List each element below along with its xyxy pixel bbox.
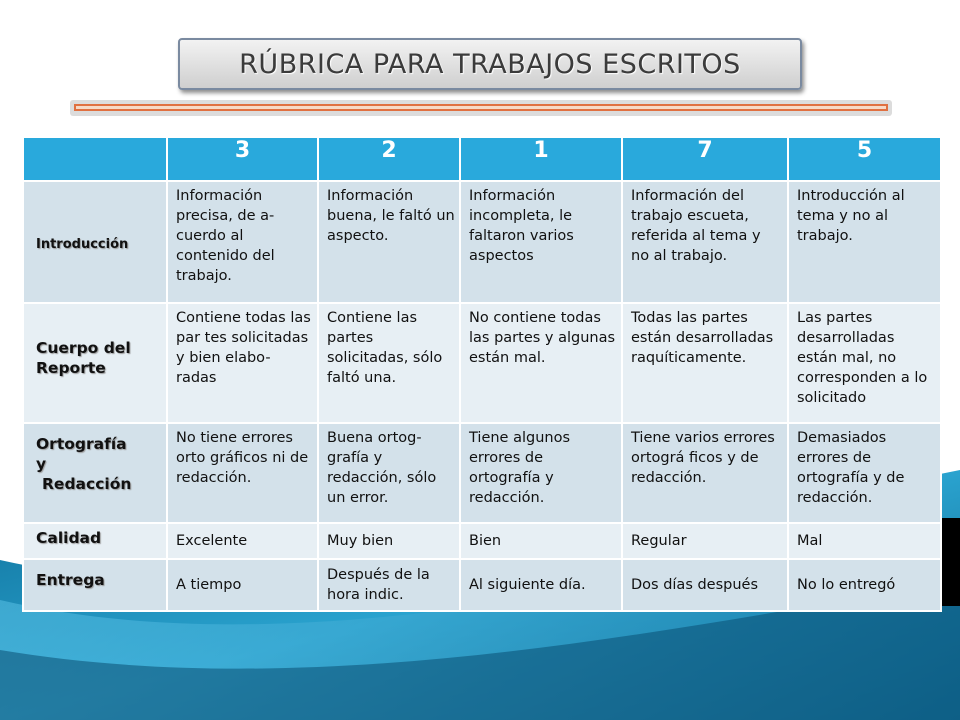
rubric-cell: Buena ortog- grafía y redacción, sólo un error.	[318, 423, 460, 523]
header-row	[23, 137, 941, 181]
row-label	[23, 181, 167, 303]
rubric-cell: Tiene algunos errores de ortografía y redacción.	[460, 423, 622, 523]
rubric-cell: Mal	[788, 523, 941, 559]
rubric-cell: Información buena, le faltó un aspecto.	[318, 181, 460, 303]
row-label-text: Calidad	[36, 529, 102, 547]
rubric-cell: Después de la hora indic.	[318, 559, 460, 611]
rubric-cell: Tiene varios errores ortográ ficos y de redacción.	[622, 423, 788, 523]
rubric-cell: Las partes desarrolladas están mal, no corresponden a lo solicitado	[788, 303, 941, 423]
rubric-cell: Excelente	[167, 523, 318, 559]
rubric-cell: Bien	[460, 523, 622, 559]
header-score: 1	[460, 137, 622, 181]
rubric-cell: Regular	[622, 523, 788, 559]
row-label-text: Cuerpo del Reporte	[36, 339, 131, 377]
header-score: 7	[622, 137, 788, 181]
row-label-text: Redacción	[42, 475, 132, 493]
row-label	[23, 559, 167, 611]
rubric-cell: Al siguiente día.	[460, 559, 622, 611]
rubric-cell: Contiene las partes solicitadas, sólo faltó una.	[318, 303, 460, 423]
title-divider-line	[74, 104, 888, 111]
row-calidad	[23, 523, 941, 559]
row-label-text: Entrega	[36, 571, 105, 589]
row-label	[23, 523, 167, 559]
rubric-cell: Información precisa, de a- cuerdo al contenido del trabajo.	[167, 181, 318, 303]
rubric-cell: A tiempo	[167, 559, 318, 611]
rubric-cell: Contiene todas las par tes solicitadas y bien elabo- radas	[167, 303, 318, 423]
rubric-table	[22, 136, 942, 612]
row-ortografia-y-redaccion	[23, 423, 941, 523]
rubric-cell: Todas las partes están desarrolladas raquíticamente.	[622, 303, 788, 423]
row-label	[23, 423, 167, 523]
page-title: RÚBRICA PARA TRABAJOS ESCRITOS	[178, 38, 802, 90]
row-introduccion	[23, 181, 941, 303]
row-label	[23, 303, 167, 423]
row-label-text: y	[36, 455, 47, 473]
row-cuerpo-del-reporte	[23, 303, 941, 423]
row-entrega	[23, 559, 941, 611]
rubric-cell: No tiene errores orto gráficos ni de redacción.	[167, 423, 318, 523]
row-label-text: Ortografía	[36, 435, 127, 453]
rubric-cell: No contiene todas las partes y algunas están mal.	[460, 303, 622, 423]
header-score: 3	[167, 137, 318, 181]
rubric-cell: Información del trabajo escueta, referida al tema y no al trabajo.	[622, 181, 788, 303]
row-label-text: Introducción	[36, 236, 129, 252]
rubric-cell: Dos días después	[622, 559, 788, 611]
rubric-cell: Muy bien	[318, 523, 460, 559]
header-score: 2	[318, 137, 460, 181]
rubric-cell: No lo entregó	[788, 559, 941, 611]
rubric-cell: Demasiados errores de ortografía y de redacción.	[788, 423, 941, 523]
rubric-cell: Información incompleta, le faltaron varios aspectos	[460, 181, 622, 303]
header-score: 5	[788, 137, 941, 181]
header-corner	[23, 137, 167, 181]
rubric-cell: Introducción al tema y no al trabajo.	[788, 181, 941, 303]
